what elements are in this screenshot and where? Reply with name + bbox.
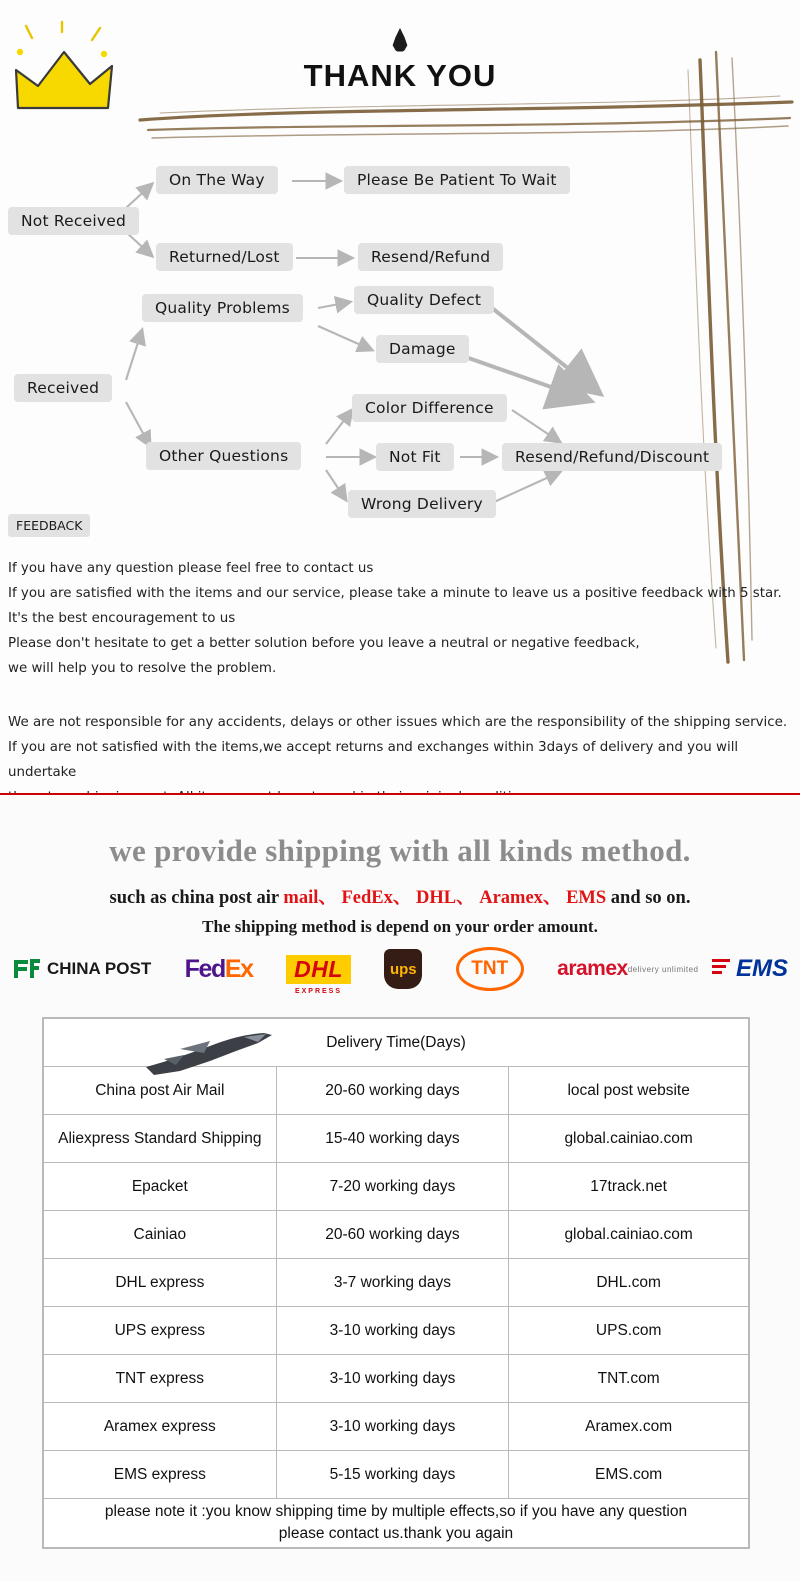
aramex-logo <box>557 949 698 989</box>
table-header-row <box>44 1019 749 1067</box>
table-row <box>44 1163 749 1211</box>
cell-method: China post Air Mail <box>44 1067 277 1115</box>
tnt-logo <box>456 949 524 989</box>
feedback-line: Please don't hesitate to get a better solution before you leave a neutral or negative feedback, <box>8 636 640 651</box>
shipping-section <box>0 795 800 1581</box>
ems-label: EMS <box>735 955 788 982</box>
flow-node-quality-problems: Quality Problems <box>142 294 303 322</box>
flow-node-not-fit: Not Fit <box>376 443 454 471</box>
shipping-subtitle <box>0 883 800 909</box>
table-row <box>44 1451 749 1499</box>
cell-time: 20-60 working days <box>276 1067 509 1115</box>
flow-node-resend-refund-discount: Resend/Refund/Discount <box>502 443 722 471</box>
flow-node-damage: Damage <box>376 335 469 363</box>
carrier-ems: EMS <box>566 888 607 908</box>
aramex-label: aramex <box>557 957 628 980</box>
shipping-title: we provide shipping with all kinds method. <box>109 833 691 868</box>
carrier-aramex: Aramex、 <box>479 888 562 908</box>
table-row <box>44 1259 749 1307</box>
responsibility-line: We are not responsible for any accidents, delays or other issues which are the responsibility of the shipping service. <box>8 715 788 730</box>
cell-track: UPS.com <box>509 1307 749 1355</box>
shipping-subtitle-suffix: and so on. <box>606 888 691 908</box>
delivery-time-table-wrapper <box>42 1017 750 1549</box>
tnt-label: TNT <box>471 958 509 979</box>
returns-flowchart <box>0 150 800 530</box>
china-post-label: CHINA POST <box>47 959 152 978</box>
cell-time: 20-60 working days <box>276 1211 509 1259</box>
ems-bars-icon <box>712 959 730 977</box>
table-row <box>44 1403 749 1451</box>
feedback-line: It's the best encouragement to us <box>8 611 236 626</box>
carrier-dhl: DHL、 <box>416 888 475 908</box>
flow-node-quality-defect: Quality Defect <box>354 286 494 314</box>
table-row <box>44 1211 749 1259</box>
feedback-badge: FEEDBACK <box>8 514 90 537</box>
cell-method: UPS express <box>44 1307 277 1355</box>
responsibility-line: If you are not satisfied with the items,we accept returns and exchanges within 3days of delivery and you will undertake <box>8 740 739 780</box>
dhl-sublabel: EXPRESS <box>294 987 343 995</box>
page-title: THANK YOU <box>303 58 497 93</box>
cell-method: Aliexpress Standard Shipping <box>44 1115 277 1163</box>
china-post-icon <box>12 956 42 982</box>
delivery-time-table <box>43 1018 749 1548</box>
cell-method: Epacket <box>44 1163 277 1211</box>
flow-node-received: Received <box>14 374 112 402</box>
cell-time: 3-10 working days <box>276 1355 509 1403</box>
carrier-logo-strip <box>0 945 800 993</box>
shipping-subtitle-prefix: such as china post air <box>109 888 284 908</box>
aramex-sublabel: delivery unlimited <box>627 964 699 974</box>
cell-method: Cainiao <box>44 1211 277 1259</box>
dhl-label: DHL <box>294 955 343 982</box>
cell-track: DHL.com <box>509 1259 749 1307</box>
shipping-note-line-2: please contact us.thank you again <box>278 1525 514 1542</box>
feedback-line: If you have any question please feel free to contact us <box>8 561 374 576</box>
cell-method: EMS express <box>44 1451 277 1499</box>
china-post-logo <box>12 949 151 989</box>
feedback-text-block <box>8 556 788 681</box>
fedex-label-ex: Ex <box>224 954 253 983</box>
cell-time: 3-10 working days <box>276 1403 509 1451</box>
cell-track: global.cainiao.com <box>509 1211 749 1259</box>
flow-node-please-wait: Please Be Patient To Wait <box>344 166 570 194</box>
shipping-subtitle-2: The shipping method is depend on your order amount. <box>202 917 598 936</box>
cell-track: global.cainiao.com <box>509 1115 749 1163</box>
ups-label: ups <box>389 960 417 978</box>
feedback-line: If you are satisfied with the items and our service, please take a minute to leave us a positive feedback with 5 star. <box>8 586 782 601</box>
table-note-row <box>44 1499 749 1548</box>
carrier-mail: mail、 <box>283 888 337 908</box>
carrier-fedex: FedEx、 <box>341 888 412 908</box>
table-row <box>44 1355 749 1403</box>
table-row <box>44 1115 749 1163</box>
fedex-logo <box>185 949 253 989</box>
cell-method: DHL express <box>44 1259 277 1307</box>
cell-time: 7-20 working days <box>276 1163 509 1211</box>
delivery-time-header-label: Delivery Time(Days) <box>326 1033 466 1051</box>
cell-track: 17track.net <box>509 1163 749 1211</box>
flow-node-not-received: Not Received <box>8 207 139 235</box>
fedex-label-fed: Fed <box>184 954 225 983</box>
airplane-icon <box>140 1025 280 1081</box>
flow-node-wrong-delivery: Wrong Delivery <box>348 490 496 518</box>
shipping-note-cell <box>44 1499 749 1548</box>
ems-logo <box>732 949 788 989</box>
cell-time: 3-10 working days <box>276 1307 509 1355</box>
flow-node-color-difference: Color Difference <box>352 394 507 422</box>
cell-time: 15-40 working days <box>276 1115 509 1163</box>
flow-node-other-questions: Other Questions <box>146 442 301 470</box>
cell-time: 5-15 working days <box>276 1451 509 1499</box>
ink-drop-icon <box>392 28 408 52</box>
dhl-logo <box>286 949 351 995</box>
cell-method: TNT express <box>44 1355 277 1403</box>
cell-track: Aramex.com <box>509 1403 749 1451</box>
flow-node-returned-lost: Returned/Lost <box>156 243 293 271</box>
cell-track: EMS.com <box>509 1451 749 1499</box>
flow-node-on-the-way: On The Way <box>156 166 278 194</box>
flow-node-resend-refund: Resend/Refund <box>358 243 503 271</box>
cell-track: local post website <box>509 1067 749 1115</box>
feedback-line: we will help you to resolve the problem. <box>8 661 277 676</box>
cell-time: 3-7 working days <box>276 1259 509 1307</box>
table-header-cell <box>44 1019 749 1067</box>
shipping-note-line-1: please note it :you know shipping time by multiple effects,so if you have any question <box>104 1503 688 1520</box>
cell-method: Aramex express <box>44 1403 277 1451</box>
table-row <box>44 1307 749 1355</box>
cell-track: TNT.com <box>509 1355 749 1403</box>
ups-logo <box>384 949 422 989</box>
